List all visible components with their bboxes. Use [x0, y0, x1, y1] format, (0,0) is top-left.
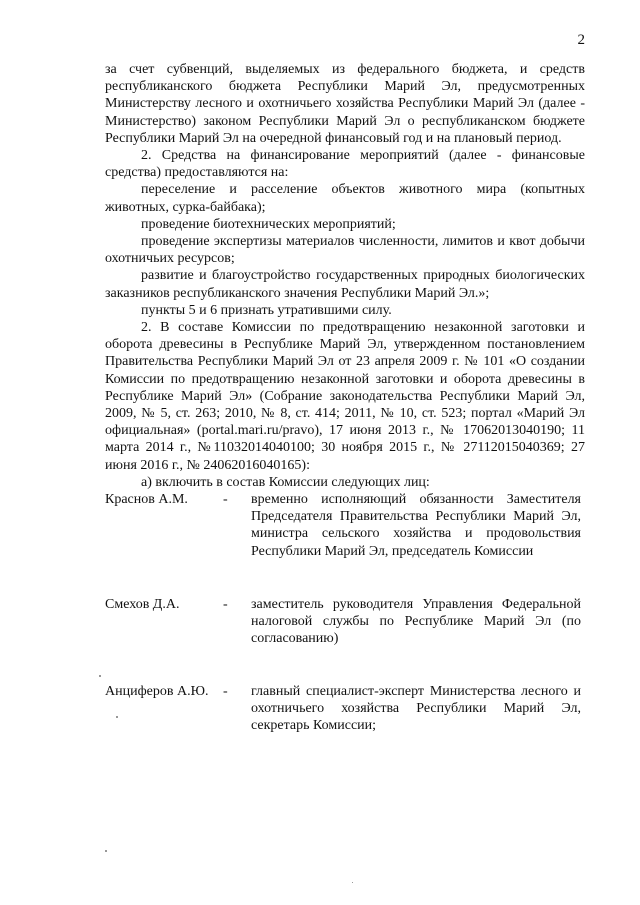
member-row: [105, 596, 585, 648]
scan-speck: [105, 850, 107, 852]
member-dash: -: [223, 683, 228, 699]
paragraph: 2. В составе Комиссии по предотвращению незаконной заготовки и оборота древесины в Республике Марий Эл, утвержденном постановлением Правительства Республики Марий Эл от 23 апреля 2009 г. № 101 «О создании Комиссии по предотвращению незаконной заготовки и оборота древесины в Республике Марий Эл» (Собрание законодательства Республики Марий Эл, 2009, № 5, ст. 263; 2010, № 8, ст. 414; 2011, № 10, ст. 523; портал «Марий Эл официальная» (portal.mari.ru/pravo), 17 июня 2013 г., № 17062013040190; 11 марта 2014 г., №11032014040100; 30 ноября 2015 г., № 27112015040369; 27 июня 2016 г., № 24062016040165):: [105, 320, 585, 473]
paragraph: проведение экспертизы материалов численности, лимитов и квот добычи охотничьих ресурсов;: [105, 234, 585, 267]
member-name: Смехов Д.А.: [105, 596, 180, 612]
member-dash: -: [223, 596, 228, 612]
paragraph: переселение и расселение объектов животного мира (копытных животных, сурка-байбака);: [105, 182, 585, 215]
paragraph: 2. Средства на финансирование мероприятий (далее - финансовые средства) предоставляются на:: [105, 148, 585, 181]
member-role: временно исполняющий обязанности Заместителя Председателя Правительства Республики Марий Эл, министра сельского хозяйства и продовольствия Республики Марий Эл, председатель Комиссии: [251, 492, 581, 559]
scan-speck: [352, 882, 353, 883]
scan-speck: [99, 675, 101, 677]
member-row: [105, 491, 585, 560]
spacer: [105, 560, 585, 596]
member-role: заместитель руководителя Управления Федеральной налоговой службы по Республике Марий Эл (по согласованию): [251, 596, 581, 647]
member-name: Краснов А.М.: [105, 492, 188, 508]
paragraph: проведение биотехнических мероприятий;: [141, 216, 396, 232]
paragraph: пункты 5 и 6 признать утратившими силу.: [141, 302, 392, 318]
scan-speck: [116, 716, 118, 718]
spacer: [105, 648, 585, 683]
commission-member-list: [105, 491, 585, 734]
paragraph: развитие и благоустройство государственных природных биологических заказников республиканского значения Республики Марий Эл.»;: [105, 268, 585, 301]
member-name: Анциферов А.Ю.: [105, 683, 209, 699]
page-number: 2: [577, 32, 585, 48]
member-row: [105, 683, 585, 735]
document-body: [105, 61, 585, 734]
member-role: главный специалист-эксперт Министерства лесного и охотничьего хозяйства Республики Марий Эл, секретарь Комиссии;: [251, 683, 581, 733]
paragraph: за счет субвенций, выделяемых из федерального бюджета, и средств республиканского бюджета Республики Марий Эл, предусмотренных Министерству лесного и охотничьего хозяйства Республики Марий Эл (далее - Министерство) законом Республики Марий Эл о республиканском бюджете Республики Марий Эл на очередной финансовый год и на плановый период.: [105, 62, 585, 146]
member-dash: -: [223, 492, 228, 508]
paragraph: а) включить в состав Комиссии следующих лиц:: [141, 474, 430, 490]
